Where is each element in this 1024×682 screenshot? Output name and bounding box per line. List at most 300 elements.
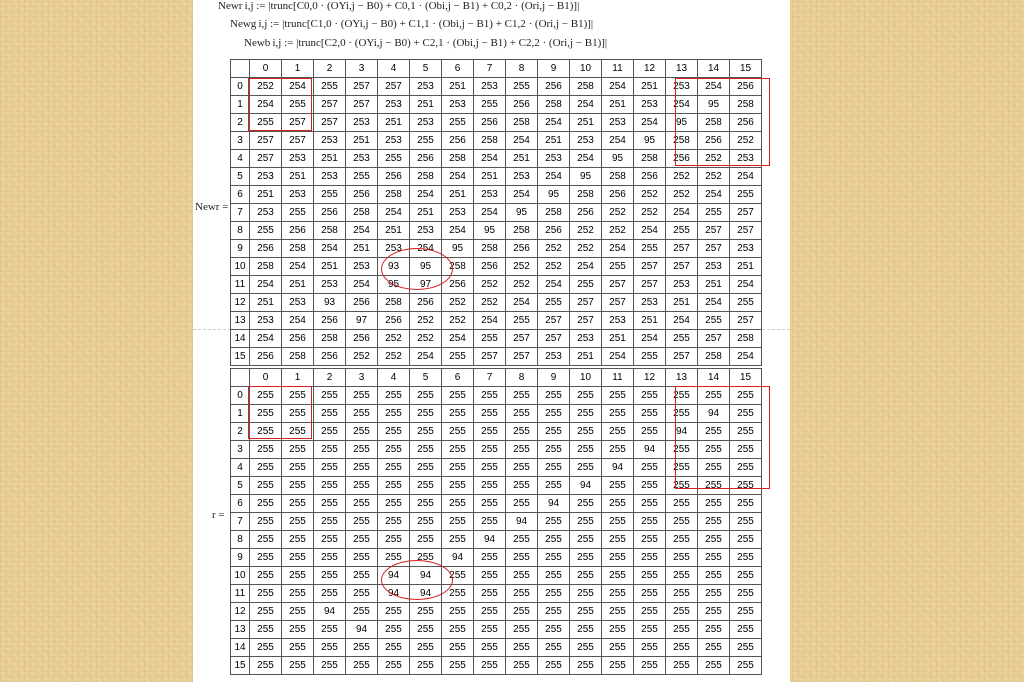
matrix-cell: 254 [442,222,474,240]
matrix-cell: 256 [634,168,666,186]
row-header: 0 [231,387,250,405]
matrix-cell: 258 [602,168,634,186]
matrix-cell: 253 [346,150,378,168]
matrix-cell: 255 [282,639,314,657]
matrix-cell: 255 [634,348,666,366]
matrix-cell: 255 [378,513,410,531]
matrix-cell: 252 [730,132,762,150]
row-header: 5 [231,168,250,186]
row-header: 12 [231,603,250,621]
matrix-corner-cell [231,369,250,387]
matrix-cell: 256 [410,150,442,168]
column-header: 14 [698,60,730,78]
column-header: 8 [506,60,538,78]
matrix-cell: 251 [282,168,314,186]
matrix-row [231,477,762,495]
matrix-row [231,258,762,276]
matrix-cell: 255 [570,585,602,603]
matrix-cell: 255 [378,150,410,168]
matrix-cell: 255 [282,441,314,459]
matrix-row [231,222,762,240]
matrix-cell: 255 [570,276,602,294]
matrix-cell: 258 [346,204,378,222]
matrix-cell: 257 [314,114,346,132]
row-header: 6 [231,495,250,513]
matrix-cell: 255 [346,405,378,423]
matrix-cell: 97 [346,312,378,330]
matrix-cell: 255 [730,423,762,441]
matrix-cell: 255 [410,549,442,567]
column-header: 2 [314,369,346,387]
row-header: 2 [231,114,250,132]
matrix-cell: 254 [634,222,666,240]
matrix-cell: 255 [570,621,602,639]
matrix-cell: 255 [570,405,602,423]
column-header: 7 [474,60,506,78]
matrix-cell: 255 [282,387,314,405]
matrix-cell: 252 [570,240,602,258]
matrix-cell: 253 [506,168,538,186]
matrix-cell: 254 [506,132,538,150]
matrix-cell: 255 [730,405,762,423]
matrix-cell: 255 [698,657,730,675]
matrix-cell: 258 [378,186,410,204]
matrix-cell: 254 [730,348,762,366]
matrix-cell: 255 [410,639,442,657]
matrix-cell: 255 [250,567,282,585]
matrix-cell: 251 [250,186,282,204]
matrix-row [231,657,762,675]
matrix-cell: 253 [442,204,474,222]
matrix-cell: 255 [442,348,474,366]
matrix-cell: 255 [346,549,378,567]
matrix-cell: 253 [474,186,506,204]
matrix-cell: 255 [698,621,730,639]
matrix-row [231,567,762,585]
matrix-cell: 251 [314,150,346,168]
matrix-cell: 255 [250,513,282,531]
matrix-row [231,312,762,330]
matrix-cell: 255 [346,495,378,513]
matrix-cell: 253 [346,258,378,276]
column-header: 1 [282,369,314,387]
matrix-cell: 258 [410,168,442,186]
matrix-cell: 257 [250,150,282,168]
matrix-cell: 255 [442,441,474,459]
matrix-cell: 255 [314,639,346,657]
matrix-cell: 94 [602,459,634,477]
matrix-cell: 255 [378,639,410,657]
matrix-cell: 251 [378,114,410,132]
matrix-cell: 255 [474,459,506,477]
matrix-cell: 255 [570,657,602,675]
matrix-cell: 253 [250,312,282,330]
matrix-cell: 255 [698,567,730,585]
matrix-cell: 253 [538,150,570,168]
matrix-cell: 252 [698,150,730,168]
matrix-cell: 256 [378,168,410,186]
matrix-cell: 257 [666,258,698,276]
matrix-cell: 254 [538,114,570,132]
matrix-cell: 255 [730,585,762,603]
matrix-cell: 251 [570,114,602,132]
matrix-cell: 255 [698,204,730,222]
matrix-cell: 258 [666,132,698,150]
matrix-cell: 253 [282,186,314,204]
matrix-cell: 254 [314,240,346,258]
matrix-cell: 255 [538,531,570,549]
matrix-cell: 255 [282,657,314,675]
matrix-cell: 257 [570,312,602,330]
matrix-cell: 256 [250,348,282,366]
matrix-cell: 255 [314,459,346,477]
matrix-cell: 255 [634,567,666,585]
matrix-cell: 254 [698,294,730,312]
matrix-cell: 255 [730,513,762,531]
matrix-cell: 257 [474,348,506,366]
matrix-cell: 258 [570,186,602,204]
matrix-cell: 255 [474,477,506,495]
matrix-cell: 255 [570,441,602,459]
matrix-cell: 251 [410,96,442,114]
matrix-cell: 257 [346,96,378,114]
matrix-cell: 256 [538,222,570,240]
matrix-cell: 255 [250,495,282,513]
matrix-cell: 255 [570,603,602,621]
matrix-cell: 254 [506,294,538,312]
matrix-cell: 251 [250,294,282,312]
matrix-cell: 254 [250,96,282,114]
matrix-cell: 257 [314,96,346,114]
matrix-cell: 255 [698,639,730,657]
matrix-cell: 255 [730,495,762,513]
matrix-cell: 254 [698,186,730,204]
matrix-cell: 255 [570,423,602,441]
matrix-cell: 254 [442,330,474,348]
matrix-cell: 255 [634,621,666,639]
matrix-cell: 255 [570,387,602,405]
matrix-cell: 255 [442,567,474,585]
matrix-cell: 258 [282,240,314,258]
matrix-cell: 255 [474,441,506,459]
matrix-cell: 255 [378,423,410,441]
matrix-cell: 251 [282,276,314,294]
matrix-cell: 253 [634,96,666,114]
matrix-cell: 255 [250,549,282,567]
matrix-cell: 256 [314,312,346,330]
matrix-cell: 254 [250,276,282,294]
matrix-cell: 251 [730,258,762,276]
column-header: 10 [570,60,602,78]
matrix-cell: 251 [634,312,666,330]
matrix-cell: 254 [634,330,666,348]
matrix-cell: 255 [442,621,474,639]
matrix-cell: 95 [634,132,666,150]
matrix-cell: 94 [442,549,474,567]
matrix-cell: 255 [666,495,698,513]
matrix-cell: 94 [314,603,346,621]
matrix-cell: 253 [602,114,634,132]
matrix-cell: 255 [442,531,474,549]
matrix-cell: 255 [378,531,410,549]
matrix-cell: 251 [698,276,730,294]
matrix-cell: 255 [250,531,282,549]
matrix-cell: 254 [442,168,474,186]
matrix-cell: 258 [634,150,666,168]
matrix-cell: 257 [538,312,570,330]
matrix-cell: 93 [314,294,346,312]
matrix-cell: 255 [314,78,346,96]
matrix-cell: 253 [378,96,410,114]
matrix-cell: 253 [570,132,602,150]
matrix-cell: 255 [314,567,346,585]
matrix-cell: 251 [602,330,634,348]
matrix-cell: 251 [602,96,634,114]
matrix-cell: 255 [730,657,762,675]
matrix-cell: 257 [730,312,762,330]
matrix-cell: 255 [666,603,698,621]
matrix-cell: 255 [474,387,506,405]
matrix-cell: 251 [346,240,378,258]
matrix-cell: 251 [506,150,538,168]
matrix-cell: 254 [634,114,666,132]
matrix-cell: 255 [602,549,634,567]
matrix-cell: 254 [410,348,442,366]
matrix-row [231,168,762,186]
matrix-cell: 255 [730,459,762,477]
matrix-cell: 95 [474,222,506,240]
column-header: 3 [346,369,378,387]
matrix-cell: 254 [474,150,506,168]
matrix-cell: 251 [442,78,474,96]
matrix-cell: 255 [282,603,314,621]
matrix-cell: 255 [346,639,378,657]
matrix-cell: 255 [346,477,378,495]
matrix-cell: 252 [602,204,634,222]
matrix-cell: 253 [474,78,506,96]
matrix-cell: 257 [666,348,698,366]
matrix-cell: 255 [602,531,634,549]
matrix-cell: 255 [666,405,698,423]
matrix-cell: 255 [442,639,474,657]
matrix-cell: 256 [730,78,762,96]
matrix-cell: 94 [410,585,442,603]
matrix-cell: 255 [410,405,442,423]
matrix-cell: 255 [314,186,346,204]
matrix-cell: 255 [250,114,282,132]
matrix-cell: 255 [474,549,506,567]
matrix-cell: 255 [378,477,410,495]
matrix-cell: 255 [602,657,634,675]
matrix-cell: 255 [314,477,346,495]
matrix-cell: 257 [282,114,314,132]
matrix-row [231,150,762,168]
matrix-cell: 258 [442,258,474,276]
matrix-cell: 255 [698,531,730,549]
row-header: 9 [231,549,250,567]
column-header: 0 [250,369,282,387]
matrix-cell: 255 [346,423,378,441]
matrix-cell: 256 [730,114,762,132]
row-header: 13 [231,312,250,330]
row-header: 1 [231,96,250,114]
matrix-cell: 255 [506,585,538,603]
matrix-cell: 258 [506,222,538,240]
matrix-cell: 258 [378,294,410,312]
formula-newb: Newb i,j := |trunc[C2,0 · (OYi,j − B0) + C2,1 · (Obi,j − B1) + C2,2 · (Ori,j − B1)]| [244,37,608,49]
matrix-row [231,330,762,348]
column-header: 15 [730,60,762,78]
column-header: 13 [666,60,698,78]
matrix-cell: 255 [602,423,634,441]
matrix-cell: 255 [378,459,410,477]
matrix-cell: 255 [282,459,314,477]
matrix-cell: 251 [442,186,474,204]
matrix-cell: 94 [410,567,442,585]
matrix-cell: 257 [602,294,634,312]
matrix-cell: 253 [634,294,666,312]
column-header: 9 [538,60,570,78]
matrix-cell: 255 [634,405,666,423]
matrix-cell: 255 [442,513,474,531]
matrix-cell: 255 [570,513,602,531]
matrix-cell: 251 [346,132,378,150]
matrix-cell: 255 [250,657,282,675]
row-header: 1 [231,405,250,423]
matrix-cell: 255 [282,531,314,549]
matrix-cell: 255 [634,495,666,513]
matrix-cell: 257 [698,240,730,258]
matrix-cell: 255 [410,441,442,459]
matrix-cell: 255 [378,405,410,423]
matrix-cell: 254 [410,240,442,258]
matrix-cell: 253 [442,96,474,114]
row-header: 14 [231,330,250,348]
matrix-row [231,78,762,96]
matrix-cell: 252 [474,294,506,312]
matrix-cell: 256 [538,78,570,96]
matrix-row [231,423,762,441]
matrix-cell: 255 [730,549,762,567]
matrix-cell: 255 [442,657,474,675]
matrix-cell: 258 [698,114,730,132]
column-header: 11 [602,369,634,387]
matrix-cell: 258 [570,78,602,96]
matrix-cell: 254 [570,258,602,276]
matrix-cell: 255 [410,603,442,621]
matrix-cell: 255 [282,495,314,513]
column-header: 11 [602,60,634,78]
matrix-cell: 95 [538,186,570,204]
matrix-cell: 255 [698,387,730,405]
matrix-cell: 255 [346,603,378,621]
matrix-cell: 255 [666,585,698,603]
matrix-cell: 94 [538,495,570,513]
matrix-cell: 255 [506,603,538,621]
matrix-cell: 256 [474,258,506,276]
matrix-cell: 255 [442,495,474,513]
matrix-cell: 255 [506,657,538,675]
matrix-cell: 254 [666,312,698,330]
matrix-row [231,441,762,459]
matrix-cell: 252 [698,168,730,186]
matrix-cell: 251 [666,294,698,312]
matrix-cell: 255 [602,513,634,531]
matrix-cell: 255 [538,513,570,531]
matrix-cell: 255 [666,222,698,240]
matrix-cell: 97 [410,276,442,294]
matrix-cell: 255 [282,96,314,114]
matrix-cell: 255 [570,459,602,477]
matrix-row [231,405,762,423]
matrix-row [231,621,762,639]
matrix-cell: 253 [730,150,762,168]
matrix-cell: 255 [602,639,634,657]
matrix-row [231,603,762,621]
matrix-cell: 95 [570,168,602,186]
matrix-cell: 255 [506,621,538,639]
matrix-cell: 255 [666,549,698,567]
matrix-cell: 255 [506,423,538,441]
matrix-cell: 254 [282,78,314,96]
matrix-cell: 255 [250,621,282,639]
matrix-cell: 257 [634,276,666,294]
matrix-cell: 255 [538,405,570,423]
matrix-cell: 252 [538,240,570,258]
matrix-cell: 256 [314,204,346,222]
matrix-cell: 257 [698,330,730,348]
matrix-row [231,114,762,132]
matrix-cell: 255 [730,477,762,495]
formula-newg: Newg i,j := |trunc[C1,0 · (OYi,j − B0) + C1,1 · (Obi,j − B1) + C1,2 · (Ori,j − B1)]| [230,18,594,30]
matrix-cell: 258 [314,330,346,348]
matrix-cell: 255 [346,567,378,585]
matrix-cell: 255 [474,639,506,657]
matrix-cell: 94 [698,405,730,423]
matrix-cell: 252 [506,276,538,294]
matrix-cell: 255 [474,621,506,639]
matrix-cell: 252 [570,222,602,240]
matrix-cell: 94 [506,513,538,531]
matrix-cell: 255 [506,567,538,585]
matrix-cell: 255 [730,621,762,639]
matrix-cell: 255 [634,477,666,495]
matrix-cell: 255 [250,387,282,405]
r-matrix [230,368,762,675]
matrix-row [231,186,762,204]
matrix-cell: 255 [506,312,538,330]
matrix-cell: 253 [314,276,346,294]
matrix-cell: 255 [250,477,282,495]
row-header: 5 [231,477,250,495]
matrix-cell: 254 [410,186,442,204]
matrix-cell: 254 [250,330,282,348]
matrix-cell: 255 [538,567,570,585]
matrix-cell: 255 [538,477,570,495]
matrix-cell: 255 [698,477,730,495]
matrix-cell: 95 [666,114,698,132]
matrix-cell: 251 [538,132,570,150]
matrix-cell: 255 [282,204,314,222]
matrix-cell: 255 [442,387,474,405]
column-header: 1 [282,60,314,78]
matrix-cell: 255 [698,549,730,567]
matrix-cell: 255 [250,459,282,477]
matrix-cell: 254 [730,276,762,294]
matrix-cell: 94 [666,423,698,441]
matrix-cell: 255 [506,78,538,96]
matrix-cell: 256 [698,132,730,150]
